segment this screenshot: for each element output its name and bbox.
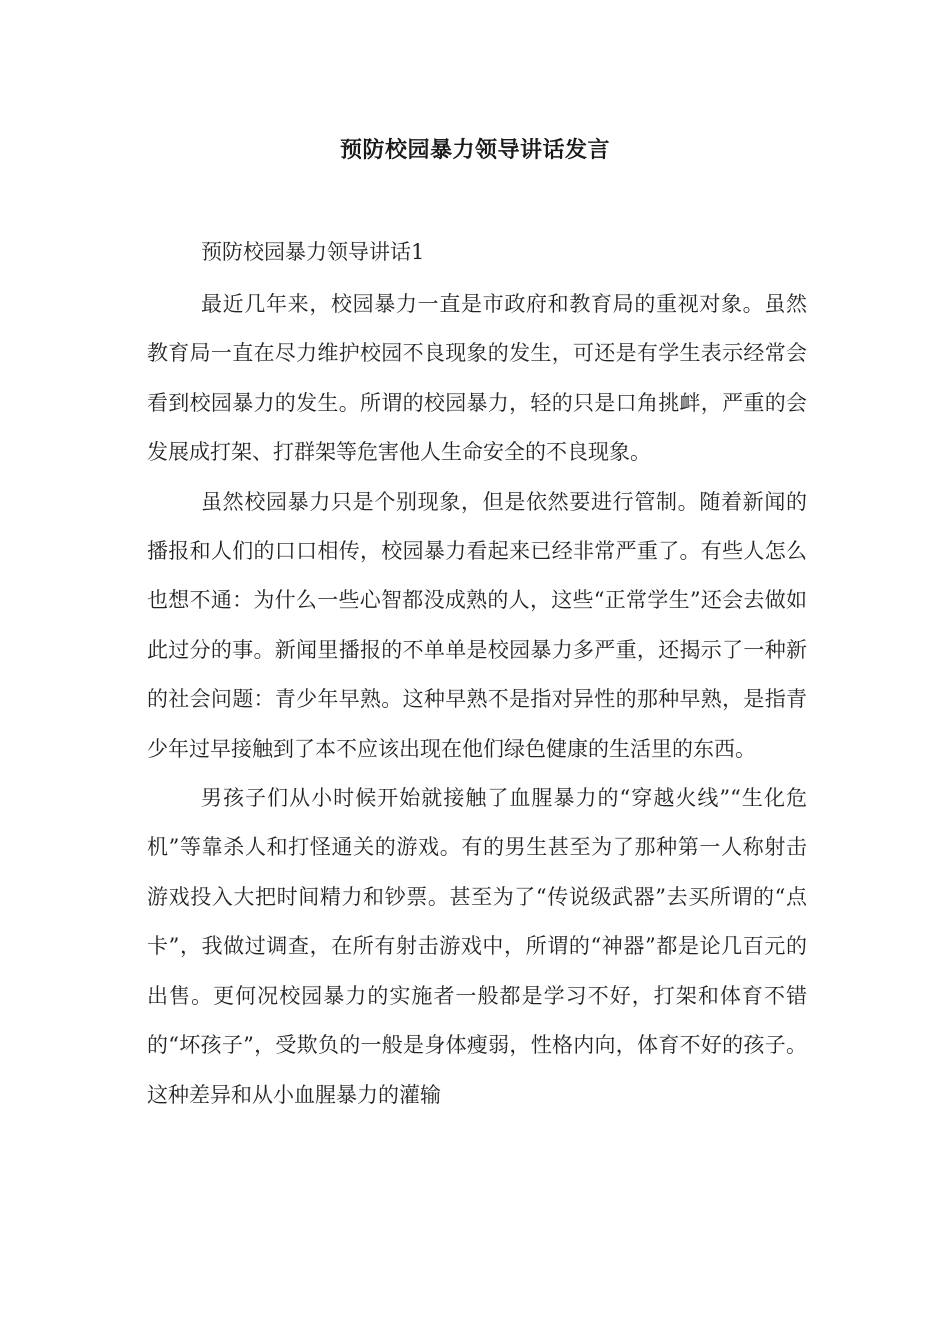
paragraph-2: 虽然校园暴力只是个别现象，但是依然要进行管制。随着新闻的播报和人们的口口相传，校园暴力看起来已经非常严重了。有些人怎么也想不通：为什么一些心智都没成熟的人，这些“正常学生”还会去做如此过分的事。新闻里播报的不单单是校园暴力多严重，还揭示了一种新的社会问题：青少年早熟。这种早熟不是指对异性的那种早熟，是指青少年过早接触到了本不应该出现在他们绿色健康的生活里的东西。 (147, 489, 807, 761)
paragraph-3: 男孩子们从小时候开始就接触了血腥暴力的“穿越火线”“生化危机”等靠杀人和打怪通关的游戏。有的男生甚至为了那种第一人称射击游戏投入大把时间精力和钞票。甚至为了“传说级武器”去买所谓的“点卡”，我做过调查，在所有射击游戏中，所谓的“神器”都是论几百元的出售。更何况校园暴力的实施者一般都是学习不好，打架和体育不错的“坏孩子”，受欺负的一般是身体瘦弱，性格内向，体育不好的孩子。这种差异和从小血腥暴力的灌输 (147, 786, 807, 1107)
document-body (147, 280, 807, 1120)
paragraph-1: 最近几年来，校园暴力一直是市政府和教育局的重视对象。虽然教育局一直在尽力维护校园不良现象的发生，可还是有学生表示经常会看到校园暴力的发生。所谓的校园暴力，轻的只是口角挑衅，严重的会发展成打架、打群架等危害他人生命安全的不良现象。 (147, 292, 807, 465)
section-heading: 预防校园暴力领导讲话1 (201, 240, 425, 264)
document-title: 预防校园暴力领导讲话发言 (339, 138, 610, 163)
